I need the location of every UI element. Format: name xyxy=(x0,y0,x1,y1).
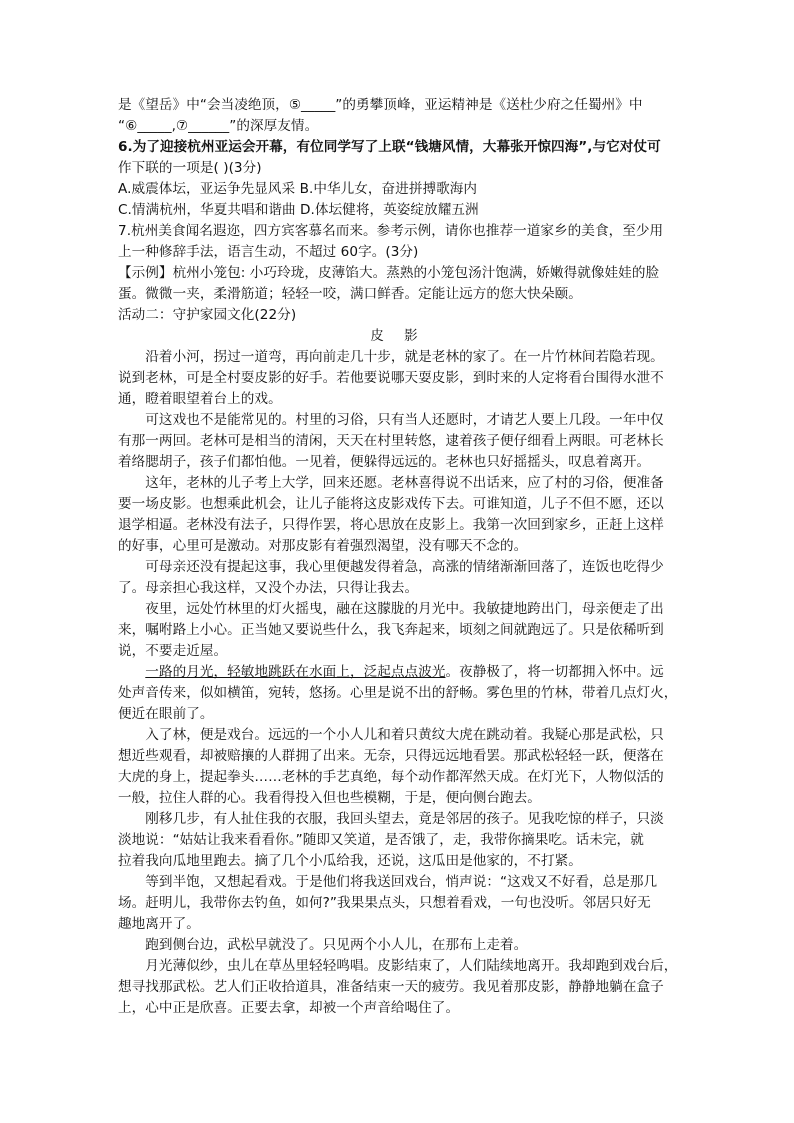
story-line: 趣地离开了。 xyxy=(118,916,200,932)
story-line: 月光薄似纱，虫儿在草丛里轻轻鸣唱。皮影结束了，人们陆续地离开。我却跑到戏台后， xyxy=(118,958,678,974)
story-line: 一般，拉住人群的心。我看得投入但也些模糊，于是，便向侧台跑去。 xyxy=(118,790,541,806)
story-title: 皮 影 xyxy=(370,328,426,344)
story-line: 跑到侧台边，武松早就没了。只见两个小人儿，在那布上走着。 xyxy=(118,937,528,953)
story-line: 想近些观看，却被赔攘的人群拥了出来。无奈，只得远远地看罢。那武松轻轻一跃，便落在 xyxy=(118,748,664,764)
question-6-options: A.威震体坛，亚运争先显风采 B.中华儿女，奋进拼搏歌海内 xyxy=(118,181,478,197)
story-line: 拉着我向瓜地里跑去。摘了几个小瓜给我，还说，这瓜田是他家的，不打紧。 xyxy=(118,853,582,869)
question-7-stem: 上一种修辞手法，语言生动，不超过 60字。(3分) xyxy=(118,244,419,260)
story-line: 便近在眼前了。 xyxy=(118,706,214,722)
story-body xyxy=(118,347,678,1019)
story-line: 要一场皮影。也想乘此机会，让儿子能将这皮影戏传下去。可谁知道，儿子不但不愿，还以 xyxy=(118,496,664,512)
question-7-example: 蛋。微微一夹，柔滑筋道；轻轻一咬，满口鲜香。定能让远方的您大快朵颐。 xyxy=(118,286,582,302)
story-line: 通，瞪着眼望着台上的戏。 xyxy=(118,391,282,407)
story-line: 说，不要走近屋。 xyxy=(118,643,228,659)
question-7-example: 【示例】杭州小笼包: 小巧玲珑，皮薄馅大。蒸熟的小笼包汤汁饱满，娇嫩得就像娃娃的脸 xyxy=(118,265,660,281)
story-line: 上，心中正是欣喜。正要去拿，却被一个声音给喝住了。 xyxy=(118,1000,460,1016)
activity-heading: 活动二：守护家园文化(22分) xyxy=(118,307,297,323)
story-line: 一路的月光，轻敏地跳跃在水面上，泛起点点波光。夜静极了，将一切都拥入怀中。远 xyxy=(145,664,664,680)
story-line: 着络腮胡子，孩子们都怕他。一见着，便躲得远远的。老林也只好摇摇头，叹息着离开。 xyxy=(118,454,651,470)
question-6-options: C.情满杭州，华夏共唱和谐曲 D.体坛健将，英姿绽放耀五洲 xyxy=(118,202,479,218)
story-line: 大虎的身上，提起拳头……老林的手艺真绝，每个动作都浑然天成。在灯光下，人物似活的 xyxy=(118,769,664,785)
story-line: 了。母亲担心我这样，又没个办法，只得让我去。 xyxy=(118,580,419,596)
story-line: 等到半饱，又想起看戏。于是他们将我送回戏台，悄声说：“这戏又不好看，总是那几 xyxy=(118,874,658,890)
story-line: 这年，老林的儿子考上大学，回来还愿。老林喜得说不出话来，应了村的习俗，便准备 xyxy=(118,475,664,491)
story-line: 沿着小河，拐过一道弯，再向前走几十步，就是老林的家了。在一片竹林间若隐若现。 xyxy=(118,349,664,365)
story-line: 的好事，心里可是激动。对那皮影有着强烈渴望，没有哪天不念的。 xyxy=(118,538,528,554)
story-line: 处声音传来，似如横笛，宛转，悠扬。心里是说不出的舒畅。雾色里的竹林，带着几点灯火， xyxy=(118,685,678,701)
story-line: 退学相逼。老林没有法子，只得作罢，将心思放在皮影上。我第一次回到家乡，正赶上这样 xyxy=(118,517,664,533)
story-line: 入了林，便是戏台。远远的一个小人儿和着只黄纹大虎在跳动着。我疑心那是武松，只 xyxy=(118,727,664,743)
question-5-text: 是《望岳》中“会当凌绝顶，⑤_____”的勇攀顶峰，亚运精神是《送杜少府之任蜀州》中 xyxy=(118,97,643,113)
story-line: 可母亲还没有提起这事，我心里便越发得着急，高涨的情绪渐渐回落了，连饭也吃得少 xyxy=(118,559,664,575)
story-line: 夜里，远处竹林里的灯火摇曳，融在这朦胧的月光中。我敏捷地跨出门，母亲便走了出 xyxy=(118,601,664,617)
story-line: 说到老林，可是全村耍皮影的好手。若他要说哪天耍皮影，到时来的人定将看台围得水泄不 xyxy=(118,370,664,386)
exam-page xyxy=(118,95,678,1019)
question-7-stem: 7.杭州美食闻名遐迩，四方宾客慕名而来。参考示例，请你也推荐一道家乡的美食，至少用 xyxy=(118,223,664,239)
question-6-stem: 作下联的一项是( )(3分) xyxy=(118,160,262,176)
story-line: 来，嘱咐路上小心。正当她又要说些什么，我飞奔起来，顷刻之间就跑远了。只是依稀听到 xyxy=(118,622,664,638)
question-6-stem: 6.为了迎接杭州亚运会开幕，有位同学写了上联“钱塘风情，大幕张开惊四海”,与它对仗可 xyxy=(118,139,661,155)
underlined-phrase: 一路的月光，轻敏地跳跃在水面上，泛起点点波光 xyxy=(145,664,446,680)
story-line: 想寻找那武松。艺人们正收拾道具，准备结束一天的疲劳。我见着那皮影，静静地躺在盒子 xyxy=(118,979,664,995)
story-line: 有那一两回。老林可是相当的清闲，天天在村里转悠，逮着孩子便仔细看上两眼。可老林长 xyxy=(118,433,664,449)
story-line: 可这戏也不是能常见的。村里的习俗，只有当人还愿时，才请艺人要上几段。一年中仅 xyxy=(118,412,664,428)
story-line: 刚移几步，有人扯住我的衣服，我回头望去，竟是邻居的孩子。见我吃惊的样子，只淡 xyxy=(118,811,664,827)
story-line: 场。赶明儿，我带你去钓鱼，如何?”我果果点头，只想着看戏，一句也没听。邻居只好无 xyxy=(118,895,651,911)
question-5-text: “⑥_____,⑦______”的深厚友情。 xyxy=(118,118,319,134)
story-line: 淡地说：“姑姑让我来看看你。”随即又笑道，是否饿了，走，我带你摘果吃。话未完，就 xyxy=(118,832,644,848)
